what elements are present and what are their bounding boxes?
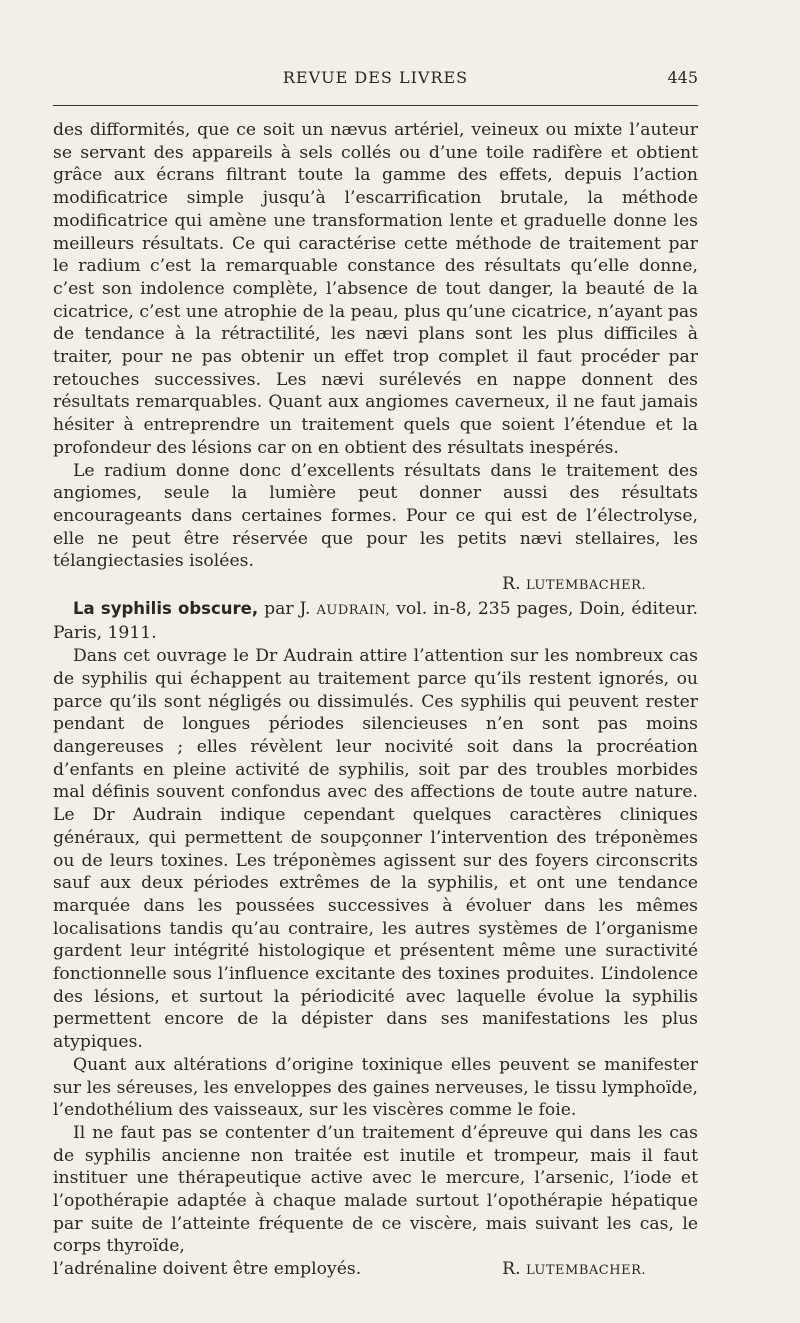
running-title: REVUE DES LIVRES — [282, 68, 469, 87]
review-2-final-line — [53, 1258, 698, 1283]
book-author: AUDRAIN, — [316, 602, 391, 618]
header-rule — [53, 105, 698, 106]
review-2-signature-initial: R. — [502, 1259, 521, 1280]
page-number: 445 — [667, 68, 698, 87]
review-2-paragraph-3-end: l’adrénaline doivent être employés. — [53, 1259, 362, 1280]
book-by: par J. — [264, 598, 311, 619]
review-2-citation — [53, 598, 698, 645]
page-header — [53, 68, 698, 92]
review-2-signature — [502, 1258, 698, 1283]
review-1-paragraph-2: Le radium donne donc d’excellents résultats dans le traitement des angiomes, seule la lumière peut donner aussi des résultats encourageants dans certaines formes. Pour ce qui est de l’électrolyse, elle ne peut être réservée que pour les petits nævi stellaires, les télangiectasies isolées. — [53, 460, 698, 572]
book-details: vol. in-8, 235 pages, Doin, éditeur. Paris, 1911. — [53, 598, 698, 644]
review-2-paragraph-3: Il ne faut pas se contenter d’un traitement d’épreuve qui dans les cas de syphilis ancienne non traitée est inutile et trompeur, mais il faut instituer une thérapeutique active avec le mercure, l’arsenic, l’iode et l’opothérapie adaptée à chaque malade surtout l’opothérapie hépatique par suite de l’atteinte fréquente de ce viscère, mais suivant les cas, le corps thyroïde, — [53, 1122, 698, 1257]
review-1-signature-initial: R. — [502, 574, 521, 595]
page-body — [53, 119, 698, 1283]
review-1-signature — [53, 573, 698, 598]
review-2-paragraph-2: Quant aux altérations d’origine toxinique elles peuvent se manifester sur les séreuses, les enveloppes des gaines nerveuses, le tissu lymphoïde, l’endothélium des vaisseaux, sur les viscères comme le foie. — [53, 1054, 698, 1121]
review-1-signature-name: LUTEMBACHER. — [526, 578, 646, 594]
review-2-signature-name: LUTEMBACHER. — [526, 1263, 646, 1279]
review-2-paragraph-1: Dans cet ouvrage le Dr Audrain attire l’attention sur les nombreux cas de syphilis qui échappent au traitement parce qu’ils restent ignorés, ou parce qu’ils sont négligés ou dissimulés. Ces syphilis qui peuvent rester pendant de longues périodes silencieuses n’en sont pas moins dangereuses ; elles révèlent leur nocivité soit dans la procréation d’enfants en pleine activité de syphilis, soit par des troubles morbides mal définis souvent confondus avec des affections de toute autre nature. Le Dr Audrain indique cependant quelques caractères cliniques généraux, qui permettent de soupçonner l’intervention des tréponèmes ou de leurs toxines. Les tréponèmes agissent sur des foyers circonscrits sauf aux deux périodes extrêmes de la syphilis, et ont une tendance marquée dans les poussées successives à évoluer dans les mêmes localisations tandis qu’au contraire, les autres systèmes de l’organisme gardent leur intégrité histologique et présentent même une suractivité fonctionnelle sous l’influence excitante des toxines produites. L’indolence des lésions, et surtout la périodicité avec laquelle évolue la syphilis permettent encore de la dépister dans ses manifestations les plus atypiques. — [53, 646, 698, 1053]
review-1-paragraph-1: des difformités, que ce soit un nævus artériel, veineux ou mixte l’auteur se servant des appareils à sels collés ou d’une toile radifère et obtient grâce aux écrans filtrant toute la gamme des effets, depuis l’action modificatrice simple jusqu’à l’escarrification brutale, la méthode modificatrice qui amène une transformation lente et graduelle donne les meilleurs résultats. Ce qui caractérise cette méthode de traitement par le radium c’est la remarquable constance des résultats qu’elle donne, c’est son indolence complète, l’absence de tout danger, la beauté de la cicatrice, c’est une atrophie de la peau, plus qu’une cicatrice, n’ayant pas de tendance à la rétractilité, les nævi plans sont les plus difficiles à traiter, pour ne pas obtenir un effet trop complet il faut procéder par retouches successives. Les nævi surélevés en nappe donnent des résultats remarquables. Quant aux angiomes caverneux, il ne faut jamais hésiter à entreprendre un traitement quels que soient l’étendue et la profondeur des lésions car on en obtient des résultats inespérés. — [53, 120, 698, 458]
book-title: La syphilis obscure, — [73, 598, 259, 618]
